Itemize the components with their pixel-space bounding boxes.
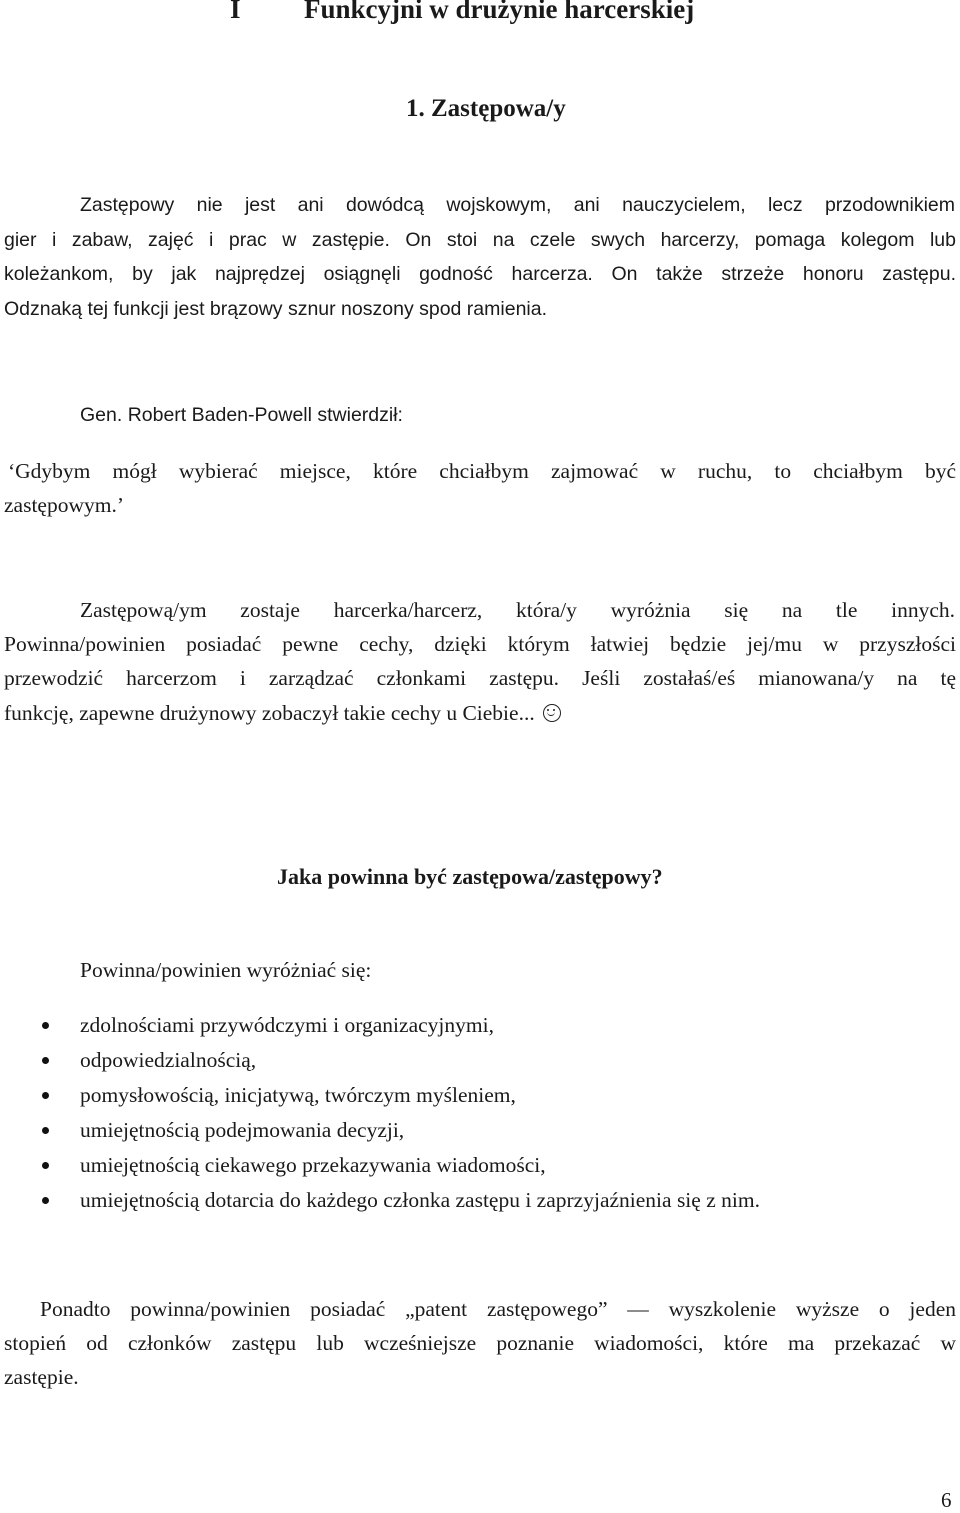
paragraph2-line-4: funkcję, zapewne drużynowy zobaczył takie cechy u Ciebie... xyxy=(4,701,535,725)
bullet-icon xyxy=(42,1162,49,1169)
paragraph2-line-1: Zastępową/ym zostaje harcerka/harcerz, która/y wyróżnia się na tle innych. xyxy=(80,598,955,622)
page-number: 6 xyxy=(941,1488,952,1512)
list-item-text: umiejętnością podejmowania decyzji, xyxy=(80,1118,405,1142)
quote-attribution: Gen. Robert Baden-Powell stwierdził: xyxy=(80,404,403,426)
bullet-icon xyxy=(42,1057,49,1064)
quote-line-1: ‘Gdybym mógł wybierać miejsce, które chciałbym zajmować w ruchu, to chciałbym być xyxy=(8,459,956,483)
intro-line-4: Odznaką tej funkcji jest brązowy sznur noszony spod ramienia. xyxy=(4,298,548,320)
chapter-number: I xyxy=(230,0,241,24)
intro-line-1: Zastępowy nie jest ani dowódcą wojskowym, ani nauczycielem, lecz przodownikiem xyxy=(80,194,955,216)
list-item xyxy=(0,1043,960,1077)
list-item xyxy=(0,1148,960,1182)
bullet-icon xyxy=(42,1092,49,1099)
chapter-title: Funkcyjni w drużynie harcerskiej xyxy=(304,0,695,24)
list-item-text: umiejętnością ciekawego przekazywania wiadomości, xyxy=(80,1153,546,1177)
list-item-text: umiejętnością dotarcia do każdego członka zastępu i zaprzyjaźnienia się z nim. xyxy=(80,1188,760,1212)
chapter-heading xyxy=(0,0,960,34)
closing-line-3: zastępie. xyxy=(4,1365,79,1389)
list-item-text: odpowiedzialnością, xyxy=(80,1048,257,1072)
section-title: 1. Zastępowa/y xyxy=(406,95,566,122)
bullet-icon xyxy=(42,1127,49,1134)
list-item xyxy=(0,1078,960,1112)
list-item-text: pomysłowością, inicjatywą, twórczym myśleniem, xyxy=(80,1083,516,1107)
closing-line-1: Ponadto powinna/powinien posiadać „patent zastępowego” — wyszkolenie wyższe o jeden xyxy=(40,1297,956,1321)
paragraph2-line-3: przewodzić harcerzom i zarządzać członkami zastępu. Jeśli zostałaś/eś mianowana/y na tę xyxy=(4,666,956,690)
paragraph2-line-4-wrap xyxy=(4,696,956,731)
list-item-text: zdolnościami przywódczymi i organizacyjnymi, xyxy=(80,1013,494,1037)
intro-line-3: koleżankom, by jak najprędzej osiągnęli godność harcerza. On także strzeże honoru zastępu. xyxy=(4,263,956,285)
qualities-intro: Powinna/powinien wyróżniać się: xyxy=(80,958,372,982)
bullet-icon xyxy=(42,1022,49,1029)
closing-line-2: stopień od członków zastępu lub wcześniejsze poznanie wiadomości, które ma przekazać w xyxy=(4,1331,956,1355)
qualities-subheading: Jaka powinna być zastępowa/zastępowy? xyxy=(277,864,663,889)
bullet-icon xyxy=(42,1197,49,1204)
smiley-face-icon xyxy=(543,704,561,722)
intro-line-2: gier i zabaw, zajęć i prac w zastępie. On stoi na czele swych harcerzy, pomaga kolegom lub xyxy=(4,229,956,251)
paragraph2-line-2: Powinna/powinien posiadać pewne cechy, dzięki którym łatwiej będzie jej/mu w przyszłości xyxy=(4,632,956,656)
list-item xyxy=(0,1008,960,1042)
list-item xyxy=(0,1183,960,1217)
list-item xyxy=(0,1113,960,1147)
quote-line-2: zastępowym.’ xyxy=(4,493,125,517)
